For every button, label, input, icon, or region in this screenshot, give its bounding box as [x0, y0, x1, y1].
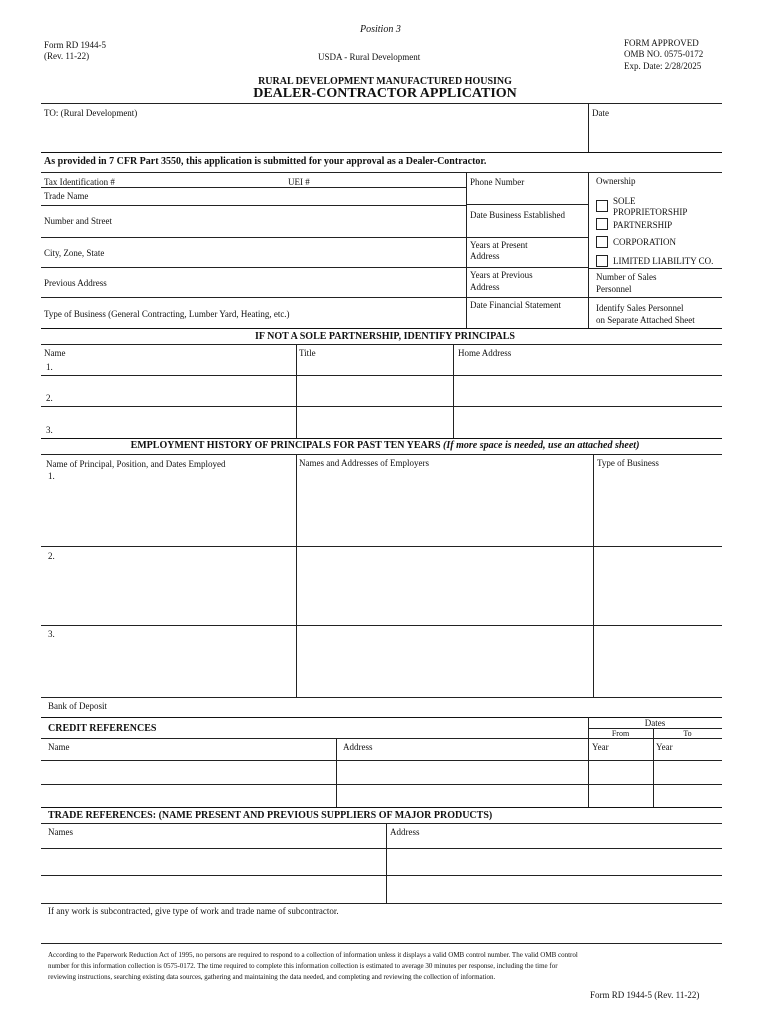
footer-form-number: Form RD 1944-5 (Rev. 11-22) [590, 990, 700, 1000]
years-present-label: Years at Present [470, 240, 528, 250]
years-present-label-2: Address [470, 251, 500, 261]
trade-names-header: Names [48, 827, 73, 837]
employment-heading-bold: EMPLOYMENT HISTORY OF PRINCIPALS FOR PAST TEN YEARS [130, 440, 441, 451]
employment-col3-header: Type of Business [597, 458, 659, 468]
principal-name-header: Name [44, 348, 66, 358]
trade-heading: TRADE REFERENCES: (NAME PRESENT AND PREVIOUS SUPPLIERS OF MAJOR PRODUCTS) [48, 810, 493, 821]
dates-to-header: To [683, 729, 692, 738]
employment-col1-header: Name of Principal, Position, and Dates Employed [46, 459, 226, 469]
llc-checkbox[interactable] [596, 255, 608, 267]
tax-id-label: Tax Identification # [44, 177, 115, 187]
num-sales-label: Number of Sales [596, 272, 657, 282]
employment-col2-header: Names and Addresses of Employers [299, 458, 429, 468]
employment-row-2: 2. [48, 551, 55, 561]
years-previous-label: Years at Previous [470, 270, 533, 280]
principals-heading: IF NOT A SOLE PARTNERSHIP, IDENTIFY PRINCIPALS [255, 331, 515, 342]
years-previous-label-2: Address [470, 282, 500, 292]
credit-heading: CREDIT REFERENCES [48, 723, 157, 734]
agency-name: USDA - Rural Development [318, 52, 421, 62]
employment-heading [0, 440, 770, 452]
corporation-label: CORPORATION [613, 237, 677, 247]
trade-name-label: Trade Name [44, 191, 89, 201]
position-label: Position 3 [360, 24, 401, 35]
partnership-label: PARTNERSHIP [613, 220, 673, 230]
corporation-checkbox[interactable] [596, 236, 608, 248]
credit-address-header: Address [343, 742, 373, 752]
sole-label: SOLE [613, 196, 636, 206]
principal-title-header: Title [299, 348, 316, 358]
date-field[interactable] [592, 120, 718, 150]
principal-address-header: Home Address [458, 348, 512, 358]
paperwork-line-1: According to the Paperwork Reduction Act of 1995, no persons are required to respond to a collection of information unless it displays a valid OMB control number. The valid OMB control [48, 951, 578, 959]
sole-proprietorship-checkbox[interactable] [596, 200, 608, 212]
llc-label: LIMITED LIABILITY CO. [613, 256, 714, 266]
statement: As provided in 7 CFR Part 3550, this application is submitted for your approval as a Dealer-Contractor. [44, 156, 487, 167]
omb-number: OMB NO. 0575-0172 [624, 49, 704, 59]
paperwork-line-2: number for this information collection is 0575-0172. The time required to complete this information collection is estimated to average 30 minutes per response, including the time for [48, 962, 558, 970]
city-label: City, Zone, State [44, 248, 105, 258]
form-approved: FORM APPROVED [624, 38, 699, 48]
partnership-checkbox[interactable] [596, 218, 608, 230]
uei-label: UEI # [288, 177, 310, 187]
date-financial-label: Date Financial Statement [470, 300, 561, 310]
credit-name-header: Name [48, 742, 70, 752]
date-label: Date [592, 108, 609, 118]
dates-header: Dates [644, 718, 666, 728]
to-label: TO: (Rural Development) [44, 108, 138, 118]
employment-heading-italic: (If more space is needed, use an attached sheet) [443, 440, 640, 451]
expiration-date: Exp. Date: 2/28/2025 [624, 61, 702, 71]
credit-year-from-header: Year [592, 742, 609, 752]
type-of-business-label: Type of Business (General Contracting, Lumber Yard, Heating, etc.) [44, 309, 290, 319]
form-subtitle: RURAL DEVELOPMENT MANUFACTURED HOUSING [258, 76, 512, 87]
to-field[interactable] [44, 120, 584, 150]
trade-address-header: Address [390, 827, 420, 837]
paperwork-line-3: reviewing instructions, searching existing data sources, gathering and maintaining the data needed, and completing and reviewing the collection of information. [48, 973, 496, 981]
form-revision: (Rev. 11-22) [44, 51, 90, 61]
proprietorship-label: PROPRIETORSHIP [613, 207, 688, 217]
previous-address-label: Previous Address [44, 278, 107, 288]
num-sales-label-2: Personnel [596, 284, 632, 294]
principal-row-1: 1. [46, 362, 53, 372]
employment-row-3: 3. [48, 629, 55, 639]
principal-row-3: 3. [46, 425, 53, 435]
phone-label: Phone Number [470, 177, 525, 187]
bank-of-deposit-label: Bank of Deposit [48, 701, 107, 711]
principal-row-2: 2. [46, 393, 53, 403]
identify-sales-label-2: on Separate Attached Sheet [596, 315, 695, 325]
form-number: Form RD 1944-5 [44, 40, 107, 50]
date-established-label: Date Business Established [470, 210, 565, 220]
form-title: DEALER-CONTRACTOR APPLICATION [253, 86, 517, 101]
employment-row-1: 1. [48, 471, 55, 481]
subcontract-note: If any work is subcontracted, give type of work and trade name of subcontractor. [48, 906, 339, 916]
dates-from-header: From [611, 729, 630, 738]
identify-sales-label: Identify Sales Personnel [596, 303, 684, 313]
credit-year-to-header: Year [656, 742, 673, 752]
street-label: Number and Street [44, 216, 112, 226]
ownership-label: Ownership [596, 176, 636, 186]
